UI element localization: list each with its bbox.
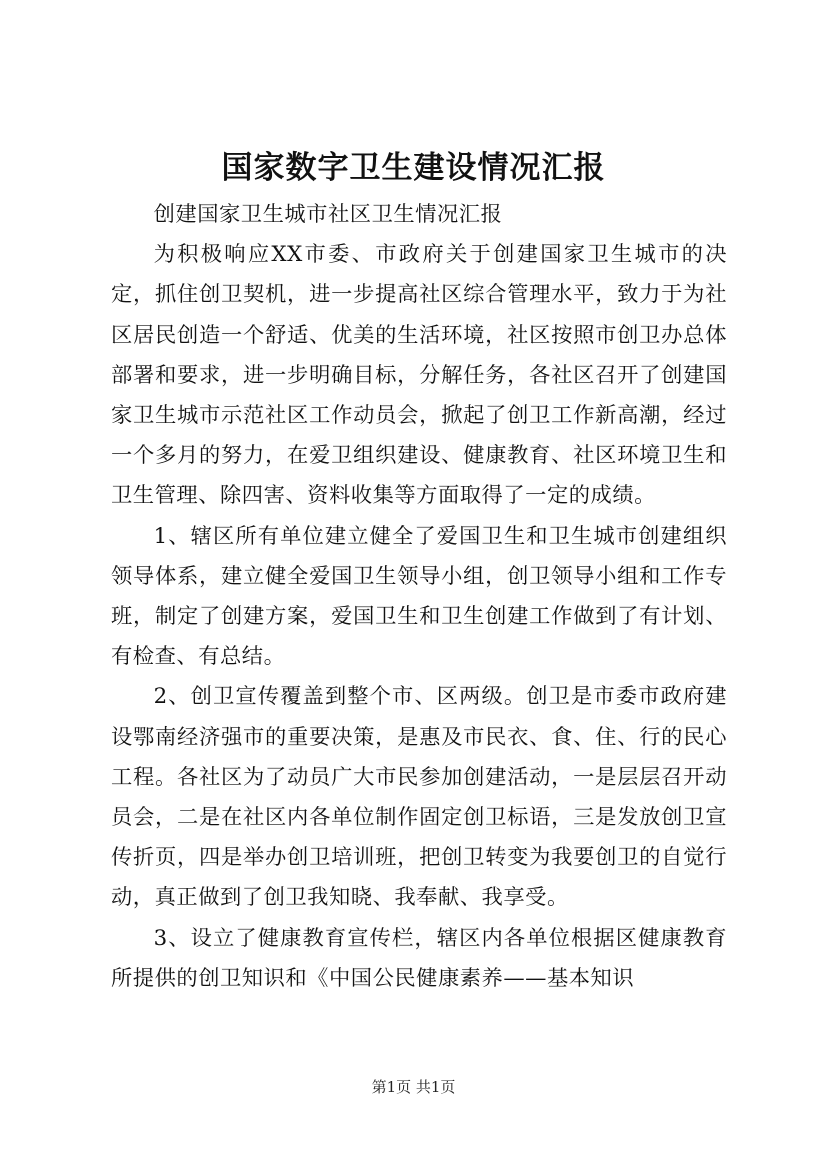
document-title: 国家数字卫生建设情况汇报 [221, 150, 606, 186]
item-3-paragraph: 3、设立了健康教育宣传栏，辖区内各单位根据区健康教育所提供的创卫知识和《中国公民健康素养——基本知识 [111, 925, 727, 991]
item-1-paragraph: 1、辖区所有单位建立健全了爱国卫生和卫生城市创建组织领导体系，建立健全爱国卫生领导小组，创卫领导小组和工作专班，制定了创建方案，爱国卫生和卫生创建工作做到了有计划、有检查、有总结。 [111, 523, 727, 670]
document-body [111, 195, 727, 999]
intro-paragraph: 为积极响应XX市委、市政府关于创建国家卫生城市的决定，抓住创卫契机，进一步提高社区综合管理水平，致力于为社区居民创造一个舒适、优美的生活环境，社区按照市创卫办总体部署和要求，进一步明确目标，分解任务，各社区召开了创建国家卫生城市示范社区工作动员会，掀起了创卫工作新高潮，经过一个多月的努力，在爱卫组织建设、健康教育、社区环境卫生和卫生管理、除四害、资料收集等方面取得了一定的成绩。 [111, 242, 727, 509]
item-2-paragraph: 2、创卫宣传覆盖到整个市、区两级。创卫是市委市政府建设鄂南经济强市的重要决策，是惠及市民衣、食、住、行的民心工程。各社区为了动员广大市民参加创建活动，一是层层召开动员会，二是在社区内各单位制作固定创卫标语，三是发放创卫宣传折页，四是举办创卫培训班，把创卫转变为我要创卫的自觉行动，真正做到了创卫我知晓、我奉献、我享受。 [111, 684, 727, 911]
page-footer: 第1页 共1页 [371, 1078, 456, 1096]
subtitle-paragraph: 创建国家卫生城市社区卫生情况汇报 [153, 202, 503, 227]
